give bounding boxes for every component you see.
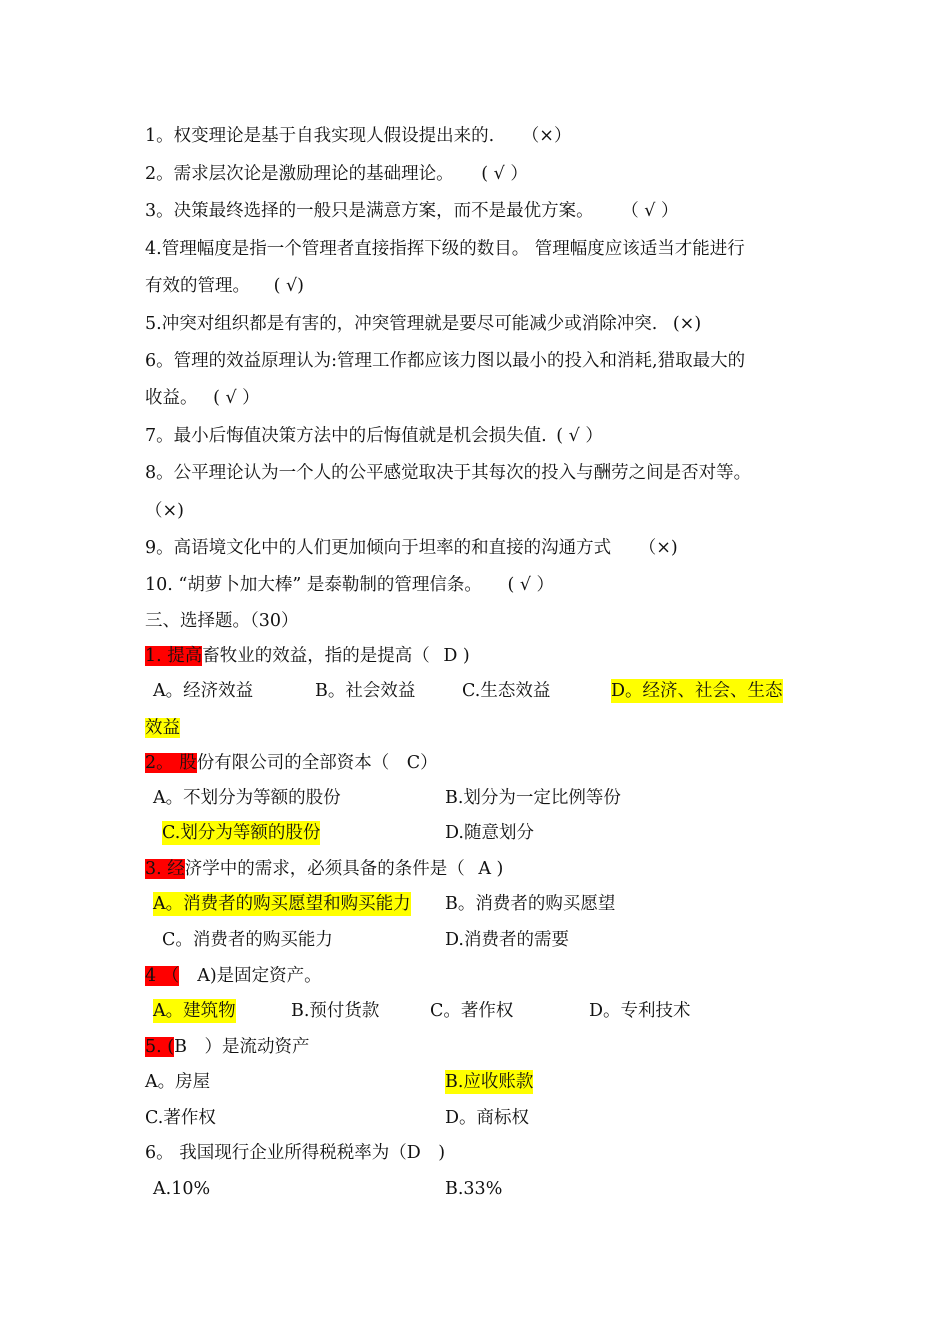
choice-question-5 [145, 1035, 825, 1059]
judgment-text: 2。需求层次论是激励理论的基础理论。 [145, 164, 454, 184]
question-text: B ）是流动资产 [174, 1037, 310, 1057]
judgment-answer: ( √ ） [481, 164, 528, 184]
judgment-item-8-cont [145, 499, 825, 523]
option-d: D。经济、社会、生态 [611, 681, 783, 701]
option-a: A.10% [153, 1179, 211, 1199]
choice-question-2 [145, 751, 825, 775]
option-b: B。社会效益 [315, 681, 416, 701]
judgment-item-7 [145, 424, 825, 448]
question-number-highlight: 2。 股 [145, 753, 197, 773]
judgment-text: 10. “胡萝卜加大棒” 是泰勒制的管理信条。 [145, 575, 482, 595]
option-b: B.33% [445, 1179, 503, 1199]
choice-options-1-cont [145, 716, 825, 740]
option-a: A。不划分为等额的股份 [153, 788, 341, 808]
option-b: B.预付货款 [291, 1001, 380, 1021]
option-a: A。房屋 [145, 1072, 211, 1092]
option-d-cont: 效益 [145, 718, 180, 738]
judgment-text: 1。权变理论是基于自我实现人假设提出来的. [145, 126, 495, 146]
judgment-text: 有效的管理。 [145, 276, 250, 296]
judgment-item-3 [145, 199, 825, 223]
judgment-answer: ( √ ） [556, 426, 603, 446]
question-answer: A ) [478, 859, 504, 879]
judgment-answer: （ √ ） [621, 201, 679, 221]
option-d: D。专利技术 [589, 1001, 691, 1021]
option-d: D.随意划分 [445, 823, 534, 843]
judgment-item-8 [145, 461, 825, 485]
option-b: B。消费者的购买愿望 [445, 894, 616, 914]
option-c: C.著作权 [145, 1108, 216, 1128]
judgment-text: 8。公平理论认为一个人的公平感觉取决于其每次的投入与酬劳之间是否对等。 [145, 463, 752, 483]
judgment-answer: ( √ ） [213, 388, 260, 408]
option-c: C.划分为等额的股份 [162, 823, 321, 843]
judgment-item-6 [145, 349, 825, 373]
judgment-answer: （×) [638, 538, 678, 558]
judgment-item-2 [145, 162, 825, 186]
judgment-item-4 [145, 237, 825, 261]
option-c: C。著作权 [430, 1001, 514, 1021]
judgment-answer: （×) [145, 501, 184, 521]
judgment-answer: (×) [672, 314, 702, 334]
question-text: 份有限公司的全部资本（ [196, 753, 390, 773]
question-number-highlight: 4 （ [145, 966, 180, 986]
judgment-item-4-cont [145, 274, 825, 298]
choice-question-1 [145, 644, 825, 668]
question-answer: C） [406, 753, 438, 773]
choice-question-4 [145, 964, 825, 988]
option-c: C.生态效益 [462, 681, 551, 701]
judgment-item-6-cont [145, 386, 825, 410]
judgment-text: 3。决策最终选择的一般只是满意方案，而不是最优方案。 [145, 201, 594, 221]
question-number-highlight: 1. 提高 [145, 646, 203, 666]
judgment-item-9 [145, 536, 825, 560]
judgment-answer: ( √ ） [507, 575, 555, 595]
choice-question-3 [145, 857, 825, 881]
judgment-text: 4.管理幅度是指一个管理者直接指挥下级的数目。 管理幅度应该适当才能进行 [145, 239, 745, 259]
judgment-item-10 [145, 573, 825, 597]
section-title: 三、选择题。（30） [145, 611, 299, 631]
judgment-answer: （×） [521, 126, 572, 146]
judgment-text: 9。高语境文化中的人们更加倾向于坦率的和直接的沟通方式 [145, 538, 612, 558]
option-d: D.消费者的需要 [445, 930, 569, 950]
question-text: 济学中的需求，必须具备的条件是（ [184, 859, 465, 879]
option-a: A。消费者的购买愿望和购买能力 [153, 894, 411, 914]
judgment-item-5 [145, 312, 825, 336]
option-d: D。商标权 [445, 1108, 530, 1128]
option-b: B.划分为一定比例等份 [445, 788, 621, 808]
judgment-item-1 [145, 124, 825, 148]
option-a: A。经济效益 [153, 681, 254, 701]
judgment-text: 7。最小后悔值决策方法中的后悔值就是机会损失值. [145, 426, 547, 446]
judgment-text: 5.冲突对组织都是有害的，冲突管理就是要尽可能减少或消除冲突. [145, 314, 658, 334]
judgment-answer: ( √) [273, 276, 304, 296]
choice-question-6: 6。 我国现行企业所得税税率为（D ) [145, 1143, 446, 1163]
question-number-highlight: 5. ( [145, 1037, 175, 1057]
question-text: A)是固定资产。 [197, 966, 322, 986]
question-number-highlight: 3. 经 [145, 859, 185, 879]
option-c: C。消费者的购买能力 [162, 930, 333, 950]
judgment-text: 收益。 [145, 388, 198, 408]
question-text: 畜牧业的效益，指的是提高（ [202, 646, 430, 666]
judgment-text: 6。管理的效益原理认为:管理工作都应该力图以最小的投入和消耗,猎取最大的 [145, 351, 746, 371]
option-a: A。建筑物 [153, 1001, 236, 1021]
option-b: B.应收账款 [445, 1072, 534, 1092]
question-answer: D ) [443, 646, 470, 666]
